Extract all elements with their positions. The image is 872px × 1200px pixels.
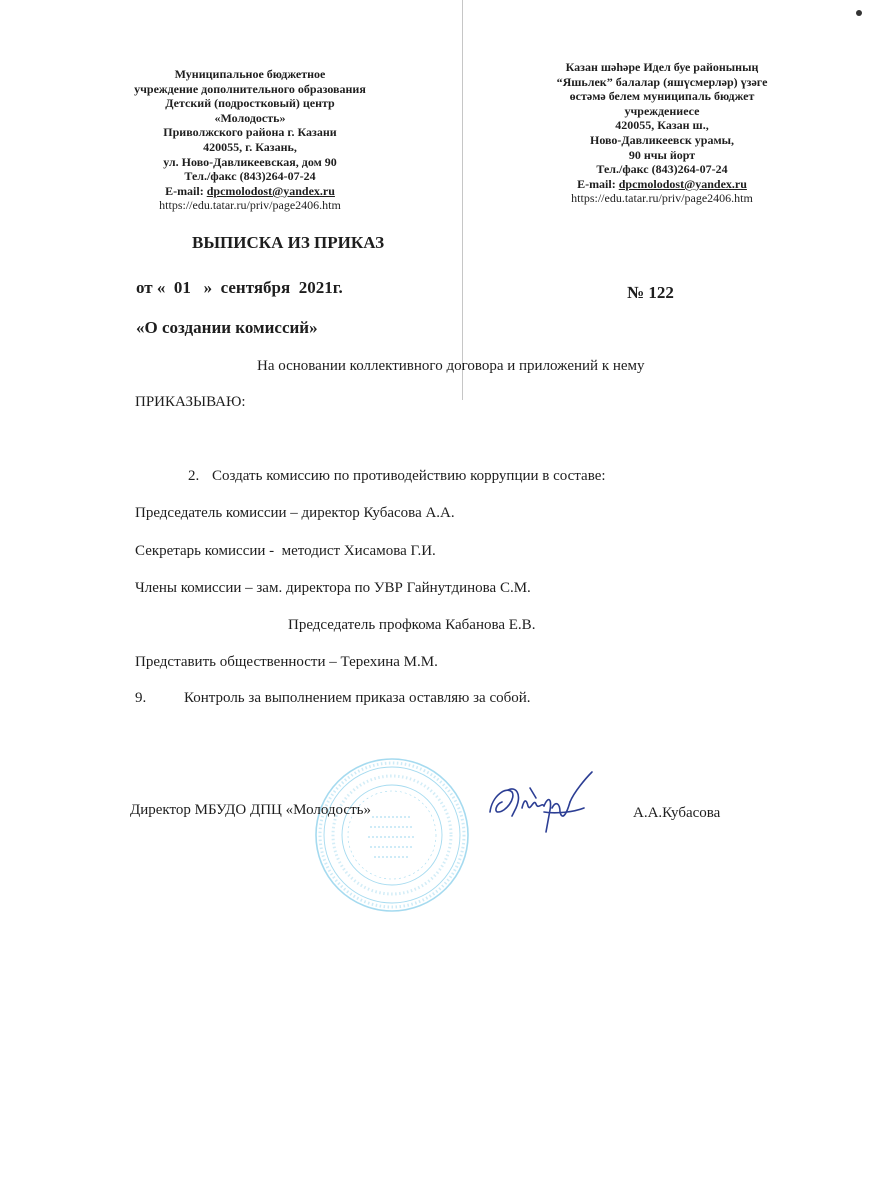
order-subject: «О создании комиссий»: [136, 318, 318, 337]
left-website-url[interactable]: https://edu.tatar.ru/priv/page2406.htm: [159, 198, 341, 213]
left-header-line: 420055, г. Казань,: [203, 139, 297, 154]
right-organization-header: [512, 60, 812, 206]
left-email-row: [100, 184, 400, 199]
commission-chairman: Председатель комиссии – директор Кубасова А.А.: [135, 505, 455, 521]
item-9-number: 9.: [135, 690, 147, 706]
order-number: № 122: [627, 283, 674, 302]
email-label: E-mail:: [577, 176, 616, 191]
item-9-text: Контроль за выполнением приказа оставляю за собой.: [184, 690, 531, 706]
scan-fold-line: [462, 0, 463, 400]
right-header-line: Тел./факс (843)264-07-24: [596, 162, 728, 177]
scan-artifact-dot: [856, 10, 862, 16]
left-header-line: Тел./факс (843)264-07-24: [184, 169, 316, 184]
director-position: Директор МБУДО ДПЦ «Молодость»: [130, 802, 371, 818]
organization-stamp: [312, 755, 472, 915]
left-email-link[interactable]: dpcmolodost@yandex.ru: [206, 183, 335, 198]
order-date: от « 01 » сентября 2021г.: [136, 278, 343, 297]
right-header-line: Казан шәһәре Идел буе районының: [565, 60, 759, 74]
right-website-url[interactable]: https://edu.tatar.ru/priv/page2406.htm: [571, 191, 753, 206]
basis-paragraph: На основании коллективного договора и приложений к нему: [257, 358, 645, 374]
director-name: А.А.Кубасова: [633, 805, 721, 821]
left-header-line: ул. Ново-Давликеевская, дом 90: [163, 154, 337, 169]
item-2-number: 2.: [188, 468, 200, 484]
right-header-line: 420055, Казан ш.,: [615, 118, 709, 133]
handwritten-signature: [486, 768, 596, 838]
commission-secretary: Секретарь комиссии - методист Хисамова Г.И.: [135, 543, 436, 559]
left-header-line: «Молодость»: [214, 110, 286, 125]
right-header-line: учреждениесе: [624, 103, 700, 118]
right-header-line: 90 нчы йорт: [628, 147, 696, 162]
order-word: ПРИКАЗЫВАЮ:: [135, 394, 246, 410]
left-header-line: Детский (подростковый) центр: [165, 96, 335, 111]
right-header-line: Ново-Давликеевск урамы,: [589, 132, 734, 147]
item-2-text: Создать комиссию по противодействию коррупции в составе:: [212, 468, 606, 484]
left-header-line: учреждение дополнительного образования: [134, 81, 366, 96]
right-header-line: “Яшьлек” балалар (яшүсмерләр) үзәге: [556, 74, 768, 89]
left-header-line: Муниципальное бюджетное: [174, 67, 326, 81]
public-representative: Представить общественности – Терехина М.М.: [135, 654, 438, 670]
left-organization-header: [100, 67, 400, 213]
document-title: ВЫПИСКА ИЗ ПРИКАЗ: [192, 233, 385, 252]
right-header-line: өстәмә белем муниципаль бюджет: [569, 89, 755, 104]
right-email-link[interactable]: dpcmolodost@yandex.ru: [618, 176, 747, 191]
left-header-line: Приволжского района г. Казани: [163, 125, 337, 140]
right-email-row: [512, 177, 812, 192]
commission-member-2: Председатель профкома Кабанова Е.В.: [288, 617, 536, 633]
email-label: E-mail:: [165, 183, 204, 198]
commission-members: Члены комиссии – зам. директора по УВР Гайнутдинова С.М.: [135, 580, 531, 596]
